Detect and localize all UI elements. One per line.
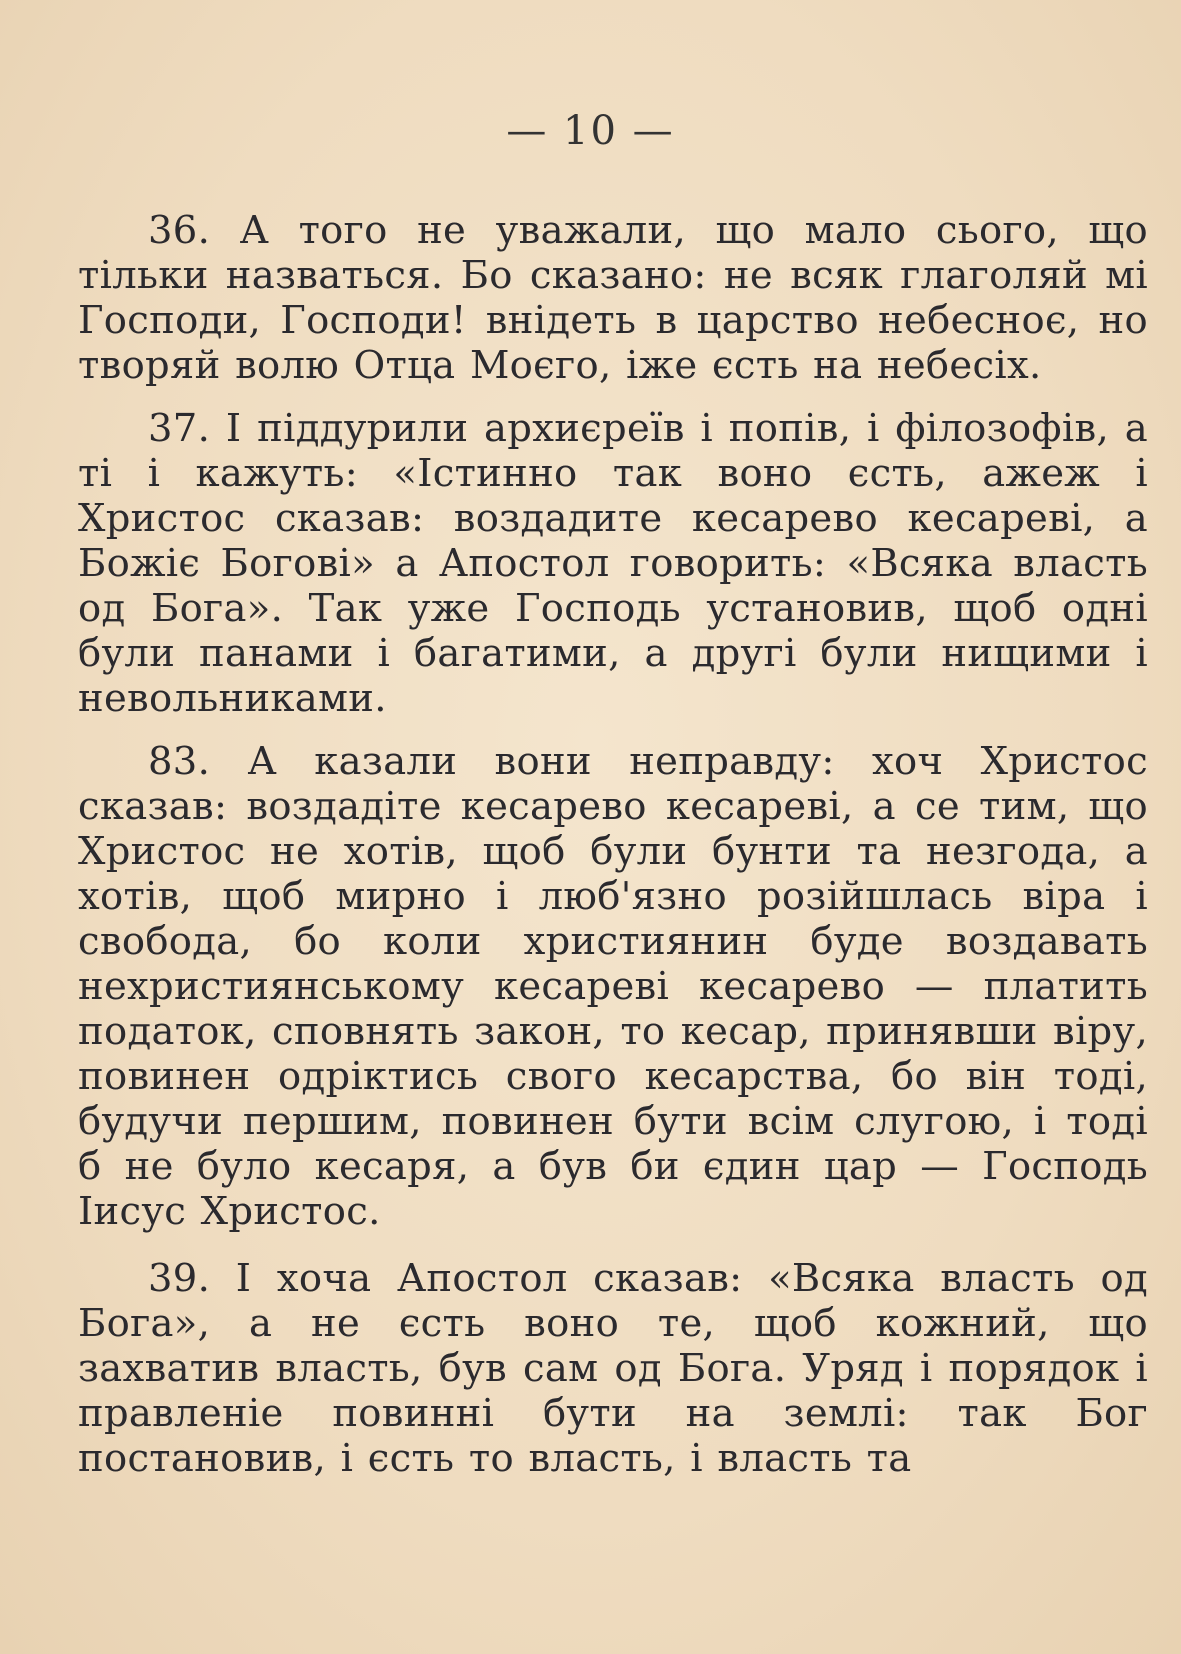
paragraph-83: 83. А казали вони неправду: хоч Христос сказав: воздадіте кесарево кесареві, а се тим, що Христос не хотів, щоб були бунти та незгода, а хотів, щоб мирно і люб'язно розійшлась віра і свобода, бо коли християнин буде воздавать нехристиянському кесареві кесарево — платить податок, сповнять закон, то кесар, принявши віру, повинен одріктись свого кесарства, бо він тоді, будучи першим, повинен бути всім слугою, і тоді б не було кесаря, а був би єдин цар — Господь Іисус Христос. — [78, 739, 1148, 1234]
paragraph-37: 37. І піддурили архиєреїв і попів, і філозофів, а ті і кажуть: «Істинно так воно єсть, ажеж і Христос сказав: воздадите кесарево кесареві, а Божіє Богові» а Апостол говорить: «Всяка власть од Бога». Так уже Господь установив, щоб одні були панами і багатими, а другі були нищими і невольниками. — [78, 406, 1148, 721]
text-column — [78, 208, 1148, 1499]
paragraph-39: 39. І хоча Апостол сказав: «Всяка власть од Бога», а не єсть воно те, щоб кожний, що захватив власть, був сам од Бога. Уряд і порядок і правленіе повинні бути на землі: так Бог постановив, і єсть то власть, і власть та — [78, 1256, 1148, 1481]
page-number: — 10 — — [506, 108, 675, 154]
paragraph-36: 36. А того не уважали, що мало сього, що тільки назваться. Бо сказано: не всяк глаголяй мі Господи, Господи! внідеть в царство небесноє, но творяй волю Отца Моєго, іже єсть на небесіх. — [78, 208, 1148, 388]
